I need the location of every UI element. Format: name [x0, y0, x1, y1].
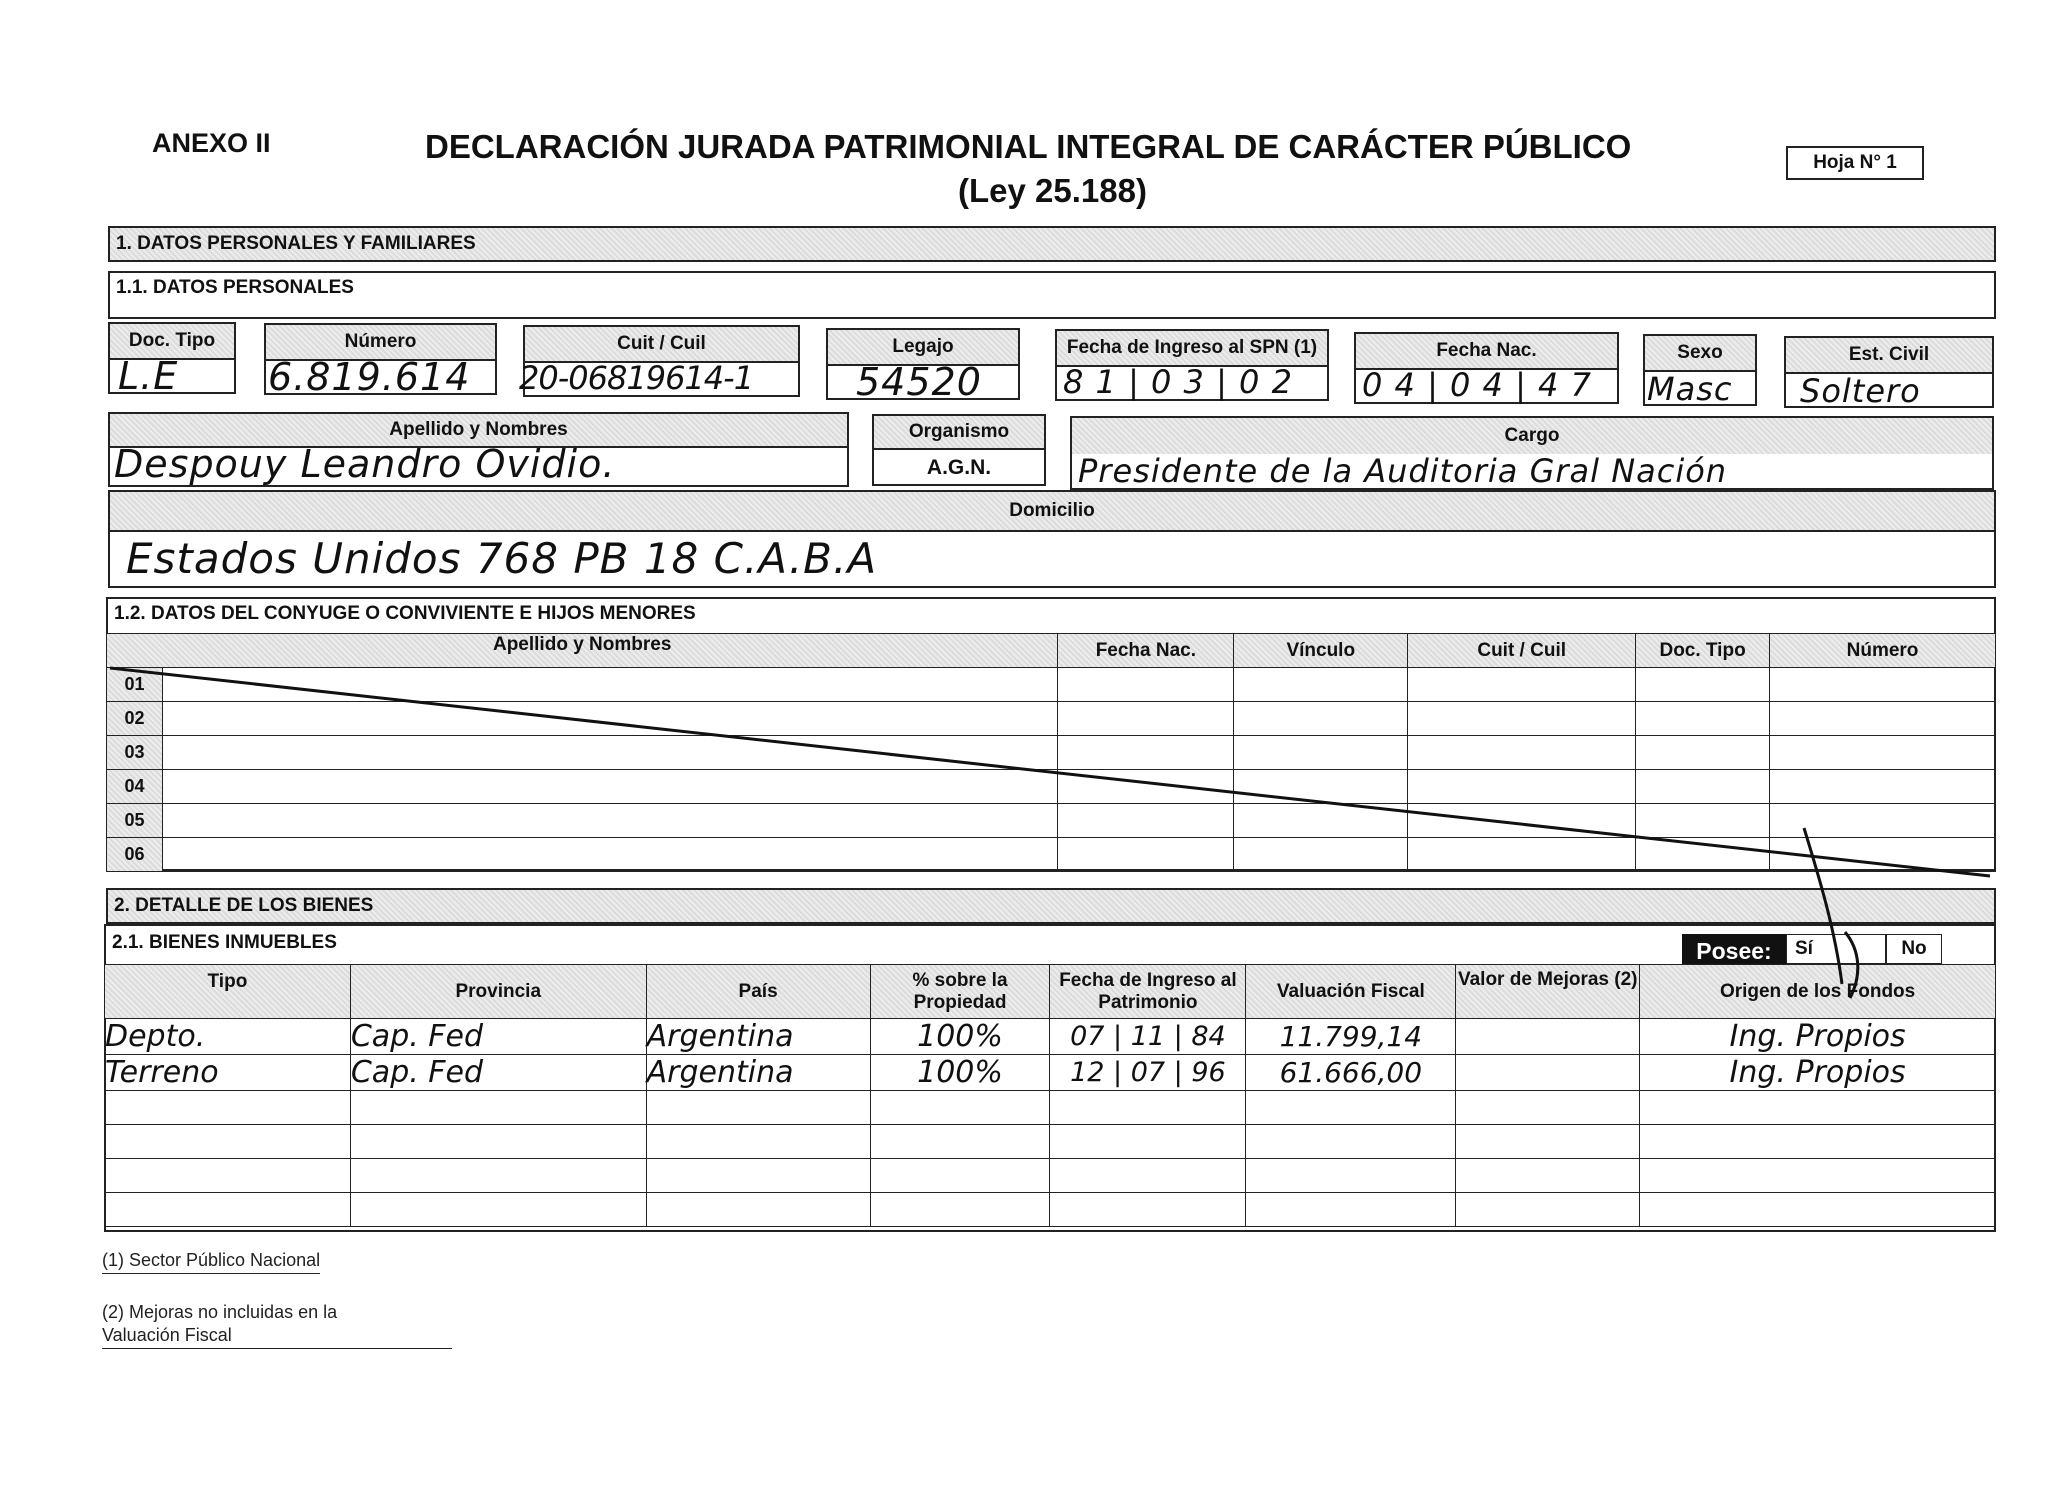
cuit-value: 20-06819614-1 — [519, 359, 754, 397]
family-col-numero: Número — [1770, 634, 1996, 668]
row-number: 01 — [107, 668, 163, 702]
domicilio-label: Domicilio — [110, 492, 1994, 532]
cell-pais: Argentina — [646, 1055, 870, 1091]
family-title: 1.2. DATOS DEL CONYUGE O CONVIVIENTE E HIJOS MENORES — [114, 603, 696, 624]
cell-fecha: 07 | 11 | 84 — [1050, 1019, 1246, 1055]
cargo-label: Cargo — [1072, 418, 1992, 454]
col-origen: Origen de los Fondos — [1640, 965, 1996, 1019]
col-valuacion: Valuación Fiscal — [1246, 965, 1456, 1019]
cell-provincia: Cap. Fed — [350, 1019, 646, 1055]
annex-label: ANEXO II — [152, 128, 271, 158]
cargo-value: Presidente de la Auditoria Gral Nación — [1078, 452, 1728, 490]
personal-title: 1.1. DATOS PERSONALES — [116, 277, 354, 298]
apellido-value: Despouy Leandro Ovidio. — [114, 442, 616, 486]
section2-title: 2. DETALLE DE LOS BIENES — [114, 895, 374, 916]
cuit-label: Cuit / Cuil — [525, 327, 798, 363]
legajo-label: Legajo — [828, 330, 1018, 366]
row-number: 03 — [107, 736, 163, 770]
row-number: 02 — [107, 702, 163, 736]
family-col-cuit: Cuit / Cuil — [1408, 634, 1636, 668]
cell-tipo: Depto. — [105, 1019, 351, 1055]
organismo-value: A.G.N. — [926, 456, 992, 479]
family-col-doc: Doc. Tipo — [1636, 634, 1770, 668]
posee-label: Posee: — [1682, 934, 1786, 968]
doc-tipo-value: L.E — [118, 354, 179, 398]
cell-provincia: Cap. Fed — [350, 1055, 646, 1091]
legajo-value: 54520 — [856, 360, 982, 404]
cancel-strike-line — [110, 668, 1990, 876]
footnote-2b: Valuación Fiscal — [102, 1325, 452, 1349]
posee-check-mark — [1804, 828, 1858, 998]
est-civil-label: Est. Civil — [1786, 338, 1992, 374]
col-provincia: Provincia — [350, 965, 646, 1019]
cell-pais: Argentina — [646, 1019, 870, 1055]
inmuebles-title: 2.1. BIENES INMUEBLES — [112, 932, 337, 953]
fecha-ingreso-value: 8 1 | 0 3 | 0 2 — [1063, 363, 1293, 401]
numero-label: Número — [266, 325, 495, 361]
footnote-1: (1) Sector Público Nacional — [102, 1250, 320, 1274]
cell-tipo: Terreno — [105, 1055, 351, 1091]
col-fecha: Fecha de Ingreso al Patrimonio — [1050, 965, 1246, 1019]
est-civil-value: Soltero — [1800, 372, 1921, 410]
sexo-value: Masc — [1647, 370, 1733, 408]
cell-pct: 100% — [870, 1055, 1050, 1091]
col-mejoras: Valor de Mejoras (2) — [1456, 965, 1640, 1019]
no-option[interactable]: No — [1886, 934, 1942, 964]
form-title: DECLARACIÓN JURADA PATRIMONIAL INTEGRAL DE CARÁCTER PÚBLICO — [425, 128, 1632, 165]
family-col-vinculo: Vínculo — [1234, 634, 1408, 668]
cell-origen: Ing. Propios — [1640, 1055, 1996, 1091]
row-number: 05 — [107, 804, 163, 838]
col-pct: % sobre la Propiedad — [870, 965, 1050, 1019]
row-number: 06 — [107, 838, 163, 872]
numero-value: 6.819.614 — [268, 355, 471, 399]
section1-title: 1. DATOS PERSONALES Y FAMILIARES — [116, 233, 476, 254]
col-tipo: Tipo — [105, 965, 351, 1019]
fecha-nac-label: Fecha Nac. — [1356, 334, 1617, 370]
cell-pct: 100% — [870, 1019, 1050, 1055]
sexo-label: Sexo — [1645, 336, 1755, 372]
fecha-ingreso-label: Fecha de Ingreso al SPN (1) — [1057, 331, 1327, 367]
cell-fecha: 12 | 07 | 96 — [1050, 1055, 1246, 1091]
doc-tipo-label: Doc. Tipo — [110, 324, 234, 360]
cell-valuacion: 61.666,00 — [1246, 1055, 1456, 1091]
organismo-label: Organismo — [874, 416, 1044, 450]
sheet-number: Hoja N° 1 — [1786, 146, 1924, 180]
apellido-label: Apellido y Nombres — [110, 414, 847, 448]
domicilio-value: Estados Unidos 768 PB 18 C.A.B.A — [126, 534, 878, 583]
row-number: 04 — [107, 770, 163, 804]
cell-valuacion: 11.799,14 — [1246, 1019, 1456, 1055]
col-pais: País — [646, 965, 870, 1019]
law-reference: (Ley 25.188) — [958, 172, 1147, 209]
family-col-apellido: Apellido y Nombres — [107, 634, 1058, 668]
fecha-nac-value: 0 4 | 0 4 | 4 7 — [1362, 366, 1592, 404]
footnote-2a: (2) Mejoras no incluidas en la — [102, 1302, 338, 1322]
family-col-fecha: Fecha Nac. — [1058, 634, 1234, 668]
cell-origen: Ing. Propios — [1640, 1019, 1996, 1055]
si-option[interactable]: Sí — [1786, 934, 1886, 964]
